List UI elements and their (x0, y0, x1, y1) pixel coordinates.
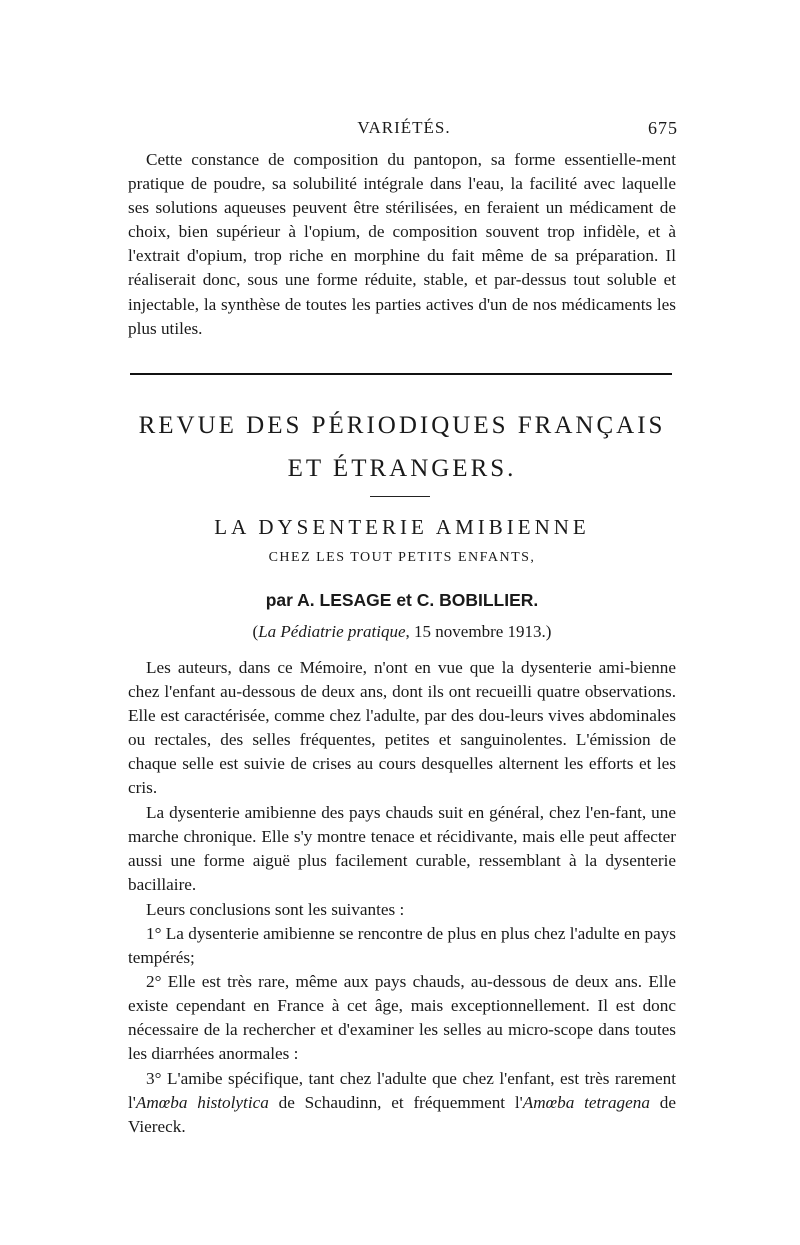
running-title: VARIÉTÉS. (357, 118, 451, 137)
article-p4-text: 1° La dysenterie amibienne se rencontre de plus en plus chez l'adulte en pays tempérés; (128, 924, 676, 968)
section-divider (130, 373, 672, 375)
page-number: 675 (648, 118, 678, 138)
article-p6-start: 3° L'amibe spécifique, tant chez l'adulte que chez l'enfant, est très rarement l' (128, 1069, 676, 1113)
source-open: ( (252, 622, 259, 641)
article-p5-text: 2° Elle est très rare, même aux pays chauds, au-dessous de deux ans. Elle existe cependant en France à cet âge, mais exceptionnellement. Il est donc nécessaire de la rechercher et d'examiner les selles au micro-scope dans toutes les diarrhées anormales : (128, 972, 676, 1064)
intro-paragraph (128, 148, 676, 341)
article-paragraph-2 (128, 801, 676, 897)
article-p1-text: Les auteurs, dans ce Mémoire, n'ont en vue que la dysenterie ami-bienne chez l'enfant au-dessous de deux ans, dont ils ont recueilli quatre observations. Elle est caractérisée, comme chez l'adulte, par des dou-leurs vives abdominales ou rectales, des selles fréquentes, petites et sanguinolentes. L'émission de chaque selle est suivie de crises au cours desquelles alternent les efforts et les cris. (128, 658, 676, 798)
article-paragraph-4 (128, 922, 676, 970)
short-divider (370, 496, 430, 497)
section-title-line1: REVUE DES PÉRIODIQUES FRANÇAIS (138, 412, 666, 439)
intro-text: Cette constance de composition du pantopon, sa forme essentielle-ment pratique de poudre, sa solubilité intégrale dans l'eau, la facilité avec laquelle ses solutions aqueuses peuvent être stérilisées, en feraient un médicament de choix, bien supérieur à l'opium, de composition souvent trop infidèle, et à l'extrait d'opium, trop riche en morphine du fait même de sa préparation. Il réaliserait donc, sous une forme réduite, stable, et par-dessus tout soluble et injectable, la synthèse de toutes les parties actives d'un de nos médicaments les plus utiles. (128, 150, 676, 338)
article-paragraph-6 (128, 1067, 676, 1139)
article-p6-mid: de Schaudinn, et fréquemment l' (268, 1093, 523, 1113)
article-paragraph-3 (128, 898, 676, 922)
article-title: LA DYSENTERIE AMIBIENNE (214, 515, 590, 539)
article-p6-end: de Viereck. (128, 1093, 676, 1137)
running-head (130, 118, 678, 142)
article-subtitle: CHEZ LES TOUT PETITS ENFANTS, (268, 550, 536, 565)
section-title-line2: ET ÉTRANGERS. (287, 455, 517, 482)
source-journal: La Pédiatrie pratique (258, 622, 406, 641)
source-date: , 15 novembre 1913.) (405, 622, 552, 641)
article-p2-text: La dysenterie amibienne des pays chauds suit en général, chez l'en-fant, une marche chronique. Elle s'y montre tenace et récidivante, mais elle peut affecter aussi une forme aiguë plus facilement curable, ressemblant à la dysenterie bacillaire. (128, 803, 676, 895)
article-p3-text: Leurs conclusions sont les suivantes : (146, 900, 405, 919)
species-name-2: Amœba tetragena (522, 1093, 650, 1113)
article-source (128, 622, 676, 642)
article-authors: par A. LESAGE et C. BOBILLIER. (265, 590, 539, 610)
article-paragraph-1 (128, 656, 676, 801)
species-name-1: Amœba histolytica (135, 1093, 269, 1113)
article-paragraph-5 (128, 970, 676, 1066)
